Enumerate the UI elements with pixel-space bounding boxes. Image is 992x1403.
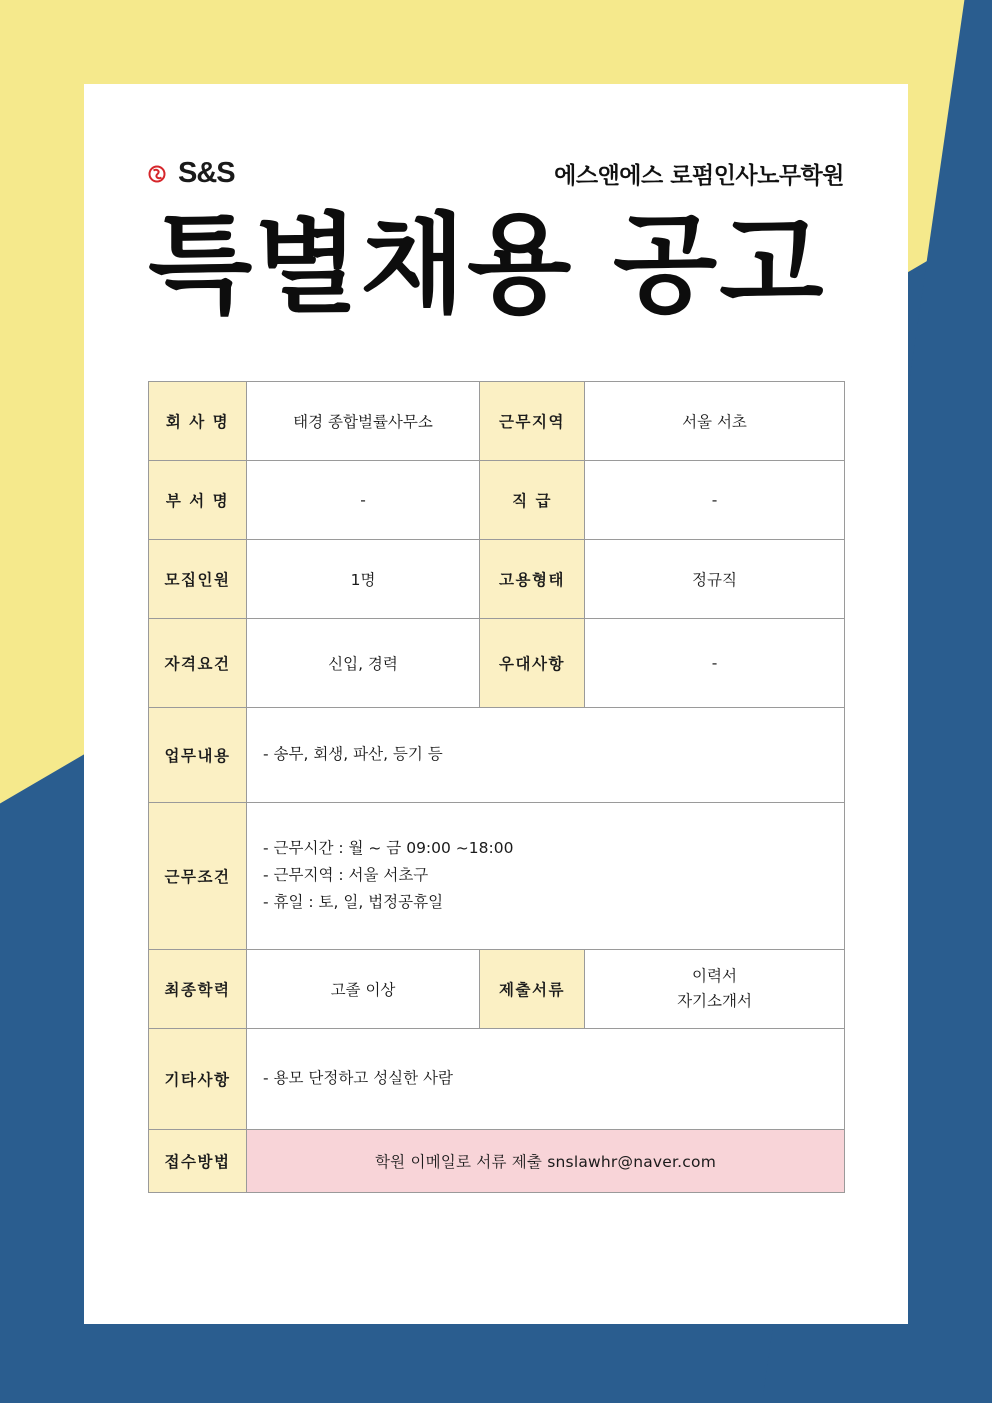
row-label-company: 회 사 명 <box>149 381 247 460</box>
table-row <box>149 1129 845 1192</box>
page-content <box>148 154 844 1193</box>
table-row <box>149 381 845 460</box>
row-label-apply-method: 접수방법 <box>149 1129 247 1192</box>
brand-row <box>148 154 844 190</box>
table-row <box>149 539 845 618</box>
row-label-etc: 기타사항 <box>149 1028 247 1129</box>
recruit-table <box>148 381 845 1193</box>
row-label-duties: 업무내용 <box>149 707 247 802</box>
row-value-employment-type: 정규직 <box>585 539 845 618</box>
row-value-apply-method <box>247 1129 845 1192</box>
row-value-preference: - <box>585 618 845 707</box>
row-value-qualification: 신입, 경력 <box>247 618 480 707</box>
row-value-department: - <box>247 460 480 539</box>
row-label-department: 부 서 명 <box>149 460 247 539</box>
row-value-work-conditions <box>247 802 845 949</box>
row-label-location: 근무지역 <box>480 381 585 460</box>
document-line: 자기소개서 <box>677 991 752 1010</box>
white-page <box>84 84 908 1324</box>
table-row <box>149 618 845 707</box>
table-row <box>149 1028 845 1129</box>
ss-logo-icon <box>148 161 174 187</box>
row-value-duties: - 송무, 회생, 파산, 등기 등 <box>247 707 845 802</box>
row-value-headcount: 1명 <box>247 539 480 618</box>
table-row <box>149 460 845 539</box>
row-label-headcount: 모집인원 <box>149 539 247 618</box>
logo <box>148 157 235 190</box>
condition-line: - 근무지역 : 서울 서초구 <box>263 866 429 885</box>
document-line: 이력서 <box>692 966 737 985</box>
row-label-position: 직 급 <box>480 460 585 539</box>
row-label-preference: 우대사항 <box>480 618 585 707</box>
logo-text: S&S <box>178 157 235 189</box>
page-title: 특별채용 공고 <box>148 203 826 328</box>
row-value-location: 서울 서초 <box>585 381 845 460</box>
row-label-employment-type: 고용형태 <box>480 539 585 618</box>
row-label-education: 최종학력 <box>149 949 247 1028</box>
apply-text: 학원 이메일로 서류 제출 sns <box>374 1152 574 1171</box>
table-row <box>149 949 845 1028</box>
row-label-documents: 제출서류 <box>480 949 585 1028</box>
row-value-etc: - 용모 단정하고 성실한 사람 <box>247 1028 845 1129</box>
table-row <box>149 707 845 802</box>
row-value-education: 고졸 이상 <box>247 949 480 1028</box>
row-label-work-conditions: 근무조건 <box>149 802 247 949</box>
condition-line: - 근무시간 : 월 ~ 금 09:00 ~18:00 <box>263 838 514 857</box>
row-value-position: - <box>585 460 845 539</box>
row-value-company: 태경 종합벌률사무소 <box>247 381 480 460</box>
academy-name: 에스앤에스 로펌인사노무학원 <box>554 163 844 189</box>
table-row <box>149 802 845 949</box>
row-value-documents <box>585 949 845 1028</box>
row-label-qualification: 자격요건 <box>149 618 247 707</box>
apply-email: lawhr@naver.com <box>573 1152 717 1171</box>
condition-line: - 휴일 : 토, 일, 법정공휴일 <box>263 893 444 912</box>
